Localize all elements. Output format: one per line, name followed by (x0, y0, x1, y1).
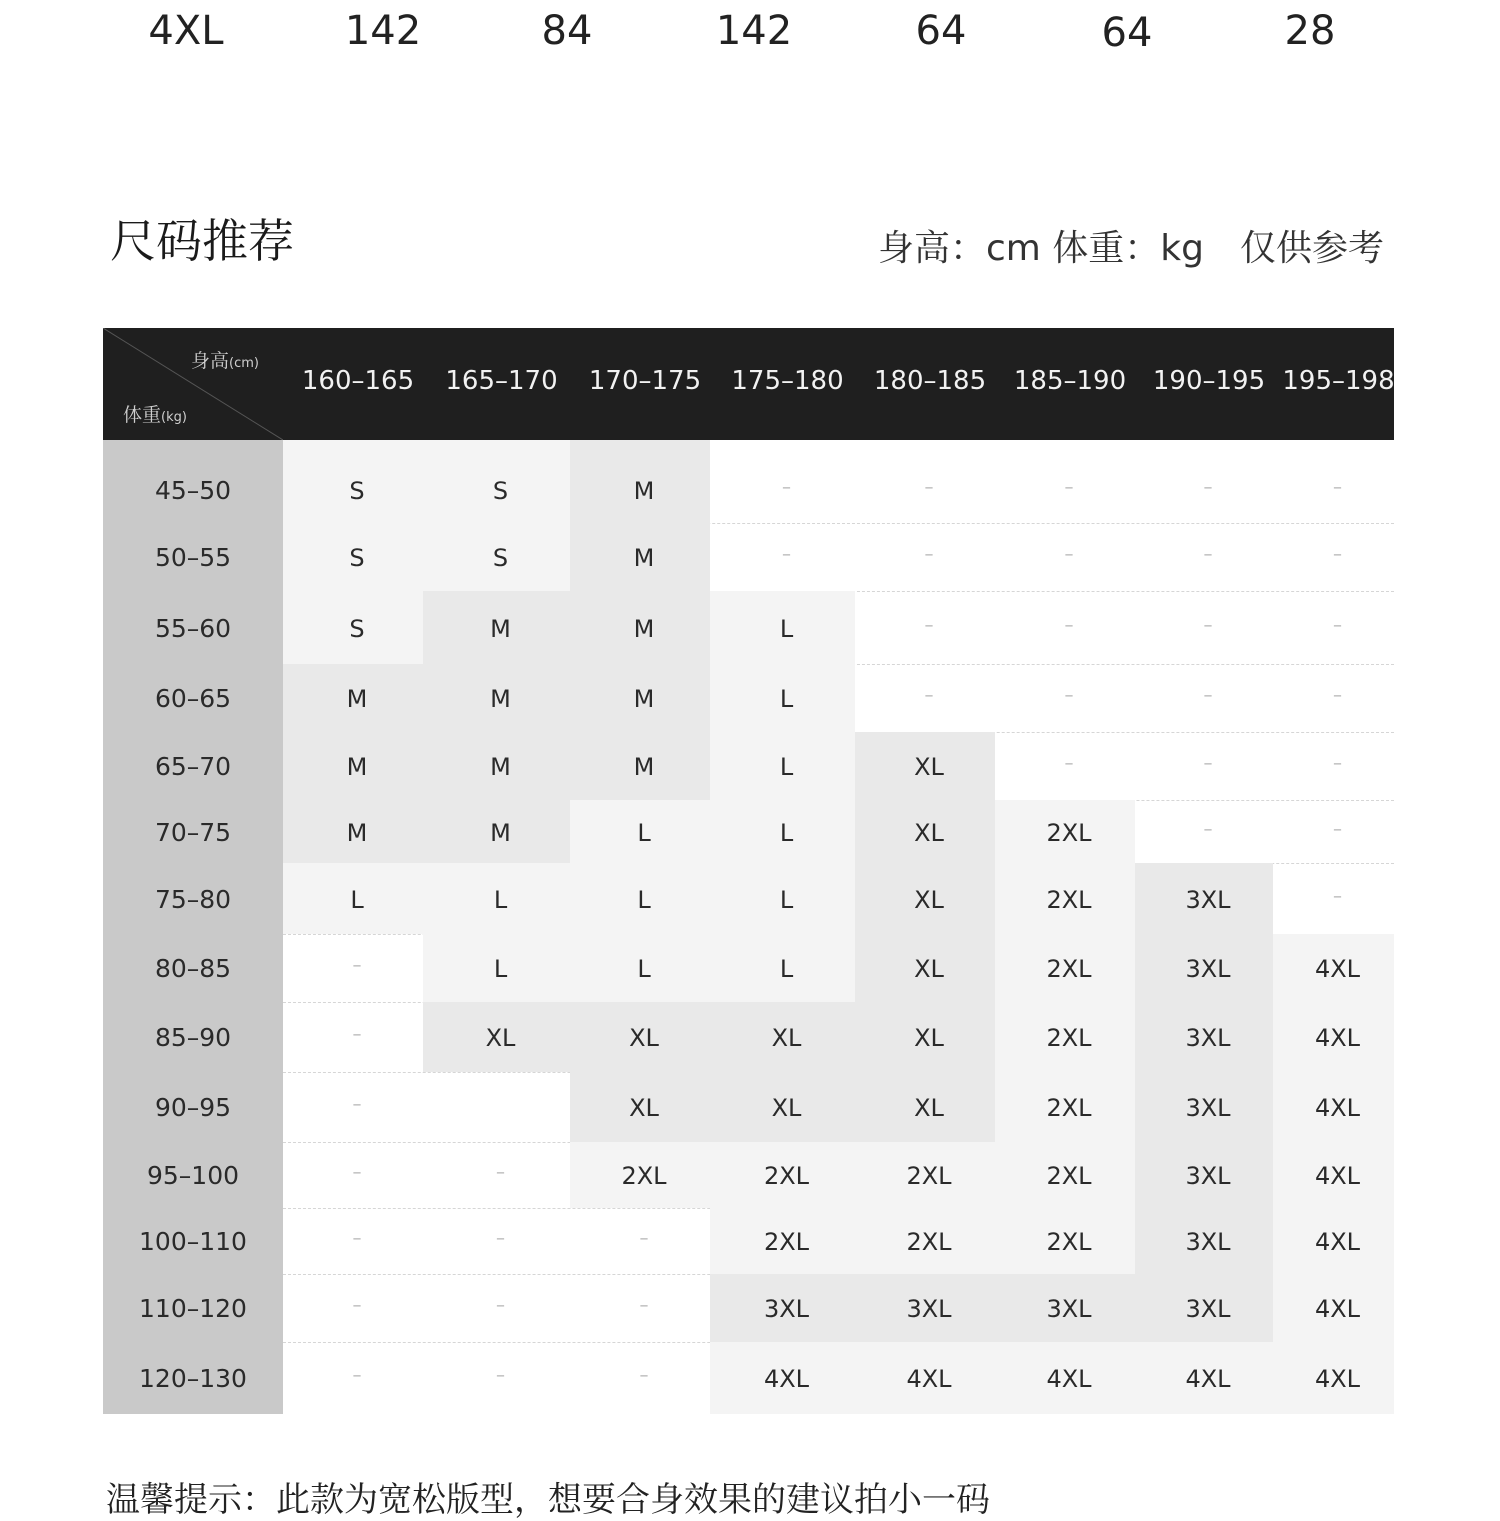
not-available-cell: – (1203, 753, 1213, 774)
not-available-cell: – (1203, 614, 1213, 636)
not-available-cell: – (352, 1228, 362, 1249)
size-cell: XL (914, 885, 944, 914)
size-cell: L (779, 685, 794, 713)
size-cell: 3XL (1185, 1094, 1231, 1122)
row-cell: 4XL (148, 8, 224, 54)
row-cell: 64 (915, 8, 967, 54)
row-cell: 64 (1101, 10, 1153, 56)
column-header: 195–198 (1282, 366, 1395, 396)
not-available-cell: – (924, 614, 934, 636)
corner-height-unit: (cm) (229, 356, 259, 371)
not-available-cell: – (496, 1295, 505, 1316)
size-cell: L (779, 955, 794, 983)
not-available-cell: – (1203, 685, 1213, 706)
column-header: 190–195 (1152, 366, 1266, 396)
corner-weight-text: 体重 (123, 404, 162, 426)
size-cell: M (490, 685, 511, 713)
size-cell: XL (914, 818, 944, 847)
size-cell: L (637, 955, 651, 983)
size-cell: 2XL (1046, 955, 1092, 983)
weight-column (103, 440, 283, 1414)
not-available-cell: – (1203, 476, 1213, 498)
size-cell: XL (771, 1094, 802, 1122)
weight-row-label: 90–95 (154, 1093, 232, 1122)
size-cell: M (633, 685, 655, 713)
size-cell: XL (485, 1024, 516, 1052)
size-cell: 2XL (1046, 1024, 1092, 1052)
not-available-cell: – (1203, 818, 1213, 840)
size-cell: 4XL (1314, 1228, 1361, 1256)
size-cell: 3XL (1185, 1228, 1231, 1256)
size-cell: M (346, 685, 368, 713)
weight-row-label: 100–110 (139, 1227, 247, 1256)
size-cell: 2XL (906, 1228, 952, 1256)
not-available-cell: – (639, 1295, 649, 1316)
not-available-cell: – (782, 476, 791, 498)
size-cell: 2XL (621, 1162, 667, 1190)
weight-row-label: 120–130 (139, 1364, 247, 1393)
size-cell: M (490, 614, 511, 643)
weight-row-label: 50–55 (154, 543, 232, 572)
previous-size-table-row (0, 8, 1500, 68)
size-cell: S (349, 544, 365, 572)
section-note (878, 220, 1384, 271)
column-header: 170–175 (588, 366, 702, 396)
size-cell: XL (914, 753, 944, 781)
size-cell: L (350, 885, 364, 914)
size-cell: 3XL (1185, 1024, 1231, 1052)
weight-row-label: 95–100 (146, 1161, 240, 1190)
size-cell: L (493, 885, 508, 914)
size-cell: S (492, 476, 509, 505)
units-note: 身高：cm 体重：kg (877, 228, 1204, 269)
not-available-cell: – (1203, 544, 1213, 565)
not-available-cell: – (782, 544, 791, 565)
not-available-cell: – (352, 1162, 362, 1183)
size-cell: 2XL (1046, 1094, 1092, 1122)
not-available-cell: – (352, 1094, 362, 1115)
size-cell: L (637, 818, 651, 847)
size-cell: XL (771, 1024, 802, 1052)
size-cell: L (637, 885, 651, 914)
corner-height-label (191, 346, 259, 373)
size-cell: 4XL (1314, 1094, 1361, 1122)
table-body (103, 440, 1394, 1414)
sizing-tip: 温馨提示：此款为宽松版型，想要合身效果的建议拍小一码 (106, 1480, 990, 1520)
corner-weight-unit: (kg) (161, 410, 187, 425)
row-cell: 142 (715, 8, 793, 54)
row-cell: 28 (1284, 8, 1336, 54)
size-cell: 4XL (1314, 955, 1361, 983)
size-cell: 2XL (1046, 1162, 1092, 1190)
size-cell: 2XL (763, 1228, 810, 1256)
not-available-cell: – (1333, 614, 1342, 636)
not-available-cell: – (924, 685, 934, 706)
size-cell: 3XL (1185, 955, 1231, 983)
size-cell: 3XL (1185, 885, 1231, 914)
size-cell: 4XL (1314, 1024, 1361, 1052)
weight-row-label: 80–85 (154, 954, 232, 983)
not-available-cell: – (639, 1228, 649, 1249)
size-cell: M (346, 818, 368, 847)
size-cell: XL (914, 955, 944, 983)
size-cell: 3XL (1185, 1162, 1231, 1190)
size-cell: 3XL (763, 1295, 810, 1323)
size-cell: 2XL (1046, 885, 1092, 914)
corner-header-cell (103, 328, 283, 440)
not-available-cell: – (352, 1365, 362, 1386)
size-cell: S (349, 614, 365, 643)
column-header: 165–170 (445, 366, 558, 396)
not-available-cell: – (639, 1365, 649, 1386)
size-cell: L (779, 818, 794, 847)
not-available-cell: – (352, 1295, 362, 1316)
not-available-cell: – (1333, 885, 1342, 907)
size-cell: L (493, 955, 508, 983)
size-cell: XL (629, 1094, 659, 1122)
not-available-cell: – (496, 1365, 505, 1386)
row-cell: 84 (541, 8, 593, 54)
corner-height-text: 身高 (191, 350, 230, 372)
section-title: 尺码推荐 (110, 214, 294, 268)
size-cell: M (633, 614, 655, 643)
size-cell: M (490, 753, 511, 781)
size-cell: S (492, 544, 509, 572)
size-cell: 4XL (1314, 1295, 1361, 1323)
weight-row-label: 75–80 (154, 884, 232, 914)
size-cell: 2XL (1046, 818, 1092, 847)
not-available-cell: – (1333, 476, 1342, 498)
not-available-cell: – (496, 1162, 505, 1183)
not-available-cell: – (1064, 753, 1074, 774)
not-available-cell: – (1064, 544, 1074, 565)
size-cell: XL (914, 1024, 944, 1052)
column-header: 175–180 (731, 366, 844, 396)
size-cell: S (349, 476, 365, 505)
column-header: 185–190 (1013, 366, 1127, 396)
size-cell: 2XL (1046, 1228, 1092, 1256)
not-available-cell: – (924, 476, 934, 498)
size-cell: 3XL (1046, 1295, 1092, 1323)
size-cell: 2XL (906, 1162, 952, 1190)
size-cell: M (633, 476, 655, 505)
weight-row-label: 70–75 (154, 817, 232, 847)
not-available-cell: – (352, 1024, 362, 1045)
size-cell: 4XL (1046, 1365, 1092, 1393)
size-cell: L (779, 753, 794, 781)
column-header: 180–185 (873, 366, 987, 396)
size-cell: L (779, 614, 794, 643)
corner-weight-label (123, 400, 187, 427)
not-available-cell: – (1333, 818, 1342, 840)
size-cell: 4XL (1314, 1365, 1361, 1393)
table-header (103, 328, 1394, 440)
not-available-cell: – (1064, 685, 1074, 706)
not-available-cell: – (1064, 476, 1074, 498)
not-available-cell: – (1064, 614, 1074, 636)
size-cell: M (346, 753, 368, 781)
size-recommendation-table (103, 328, 1394, 1414)
size-cell: M (633, 753, 655, 781)
not-available-cell: – (352, 955, 362, 976)
size-cell: M (633, 544, 655, 572)
weight-row-label: 85–90 (154, 1023, 232, 1052)
size-cell: M (490, 818, 511, 847)
not-available-cell: – (1333, 753, 1342, 774)
size-cell: 4XL (1185, 1365, 1231, 1393)
weight-row-label: 65–70 (154, 752, 232, 781)
size-cell: 4XL (1314, 1162, 1361, 1190)
weight-row-label: 60–65 (154, 684, 232, 713)
size-cell: L (779, 885, 794, 914)
size-cell: 4XL (763, 1365, 810, 1393)
reference-note: 仅供参考 (1239, 228, 1384, 269)
row-cell: 142 (344, 8, 422, 54)
size-cell: 4XL (906, 1365, 952, 1393)
not-available-cell: – (924, 544, 934, 565)
weight-row-label: 110–120 (139, 1294, 247, 1323)
not-available-cell: – (496, 1228, 505, 1249)
size-cell: XL (914, 1094, 944, 1122)
size-cell: 2XL (763, 1162, 810, 1190)
size-cell: 3XL (1185, 1295, 1231, 1323)
size-cell: XL (629, 1024, 659, 1052)
size-cell: 3XL (906, 1295, 952, 1323)
not-available-cell: – (1333, 544, 1342, 565)
weight-row-label: 55–60 (154, 613, 232, 643)
not-available-cell: – (1333, 685, 1342, 706)
column-header: 160–165 (301, 366, 415, 396)
weight-row-label: 45–50 (154, 475, 232, 505)
